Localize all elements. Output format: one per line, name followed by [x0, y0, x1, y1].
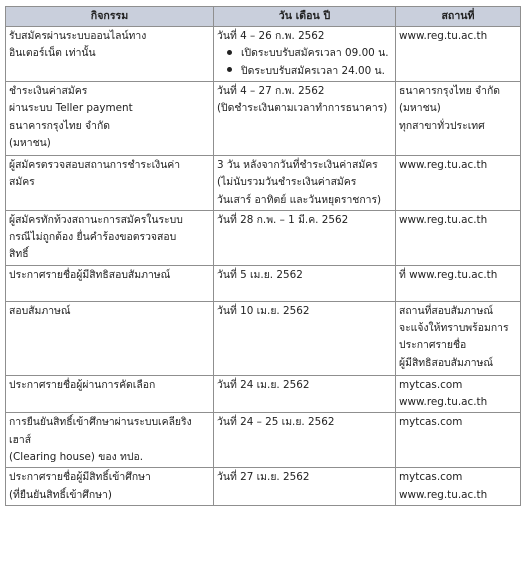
activity-cell-line: ประกาศรายชื่อผู้ผ่านการคัดเลือก [9, 378, 156, 391]
place-cell-line: ธนาคารกรุงไทย จำกัด [399, 85, 501, 97]
activity-cell-line: (Clearing house) ของ ทปอ. [9, 451, 143, 464]
place-cell-line: www.reg.tu.ac.th [399, 159, 488, 171]
place-cell-line: www.reg.tu.ac.th [399, 213, 488, 226]
activity-cell [6, 301, 214, 375]
place-cell-line: www.reg.tu.ac.th [399, 30, 488, 42]
date-cell-line: 3 วัน หลังจากวันที่ชำระเงินค่าสมัคร [217, 159, 378, 171]
date-cell-line: วันเสาร์ อาทิตย์ และวันหยุดราชการ) [217, 193, 382, 206]
activity-cell-line: ผู้สมัครตรวจสอบสถานการชำระเงินค่า [9, 159, 181, 171]
place-cell-line: ทุกสาขาทั่วประเทศ [399, 119, 485, 132]
activity-cell-line: ผ่านระบบ Teller payment [9, 102, 133, 115]
header-place: สถานที่ [396, 7, 521, 27]
activity-cell-line: กรณีไม่ถูกต้อง ยื่นคำร้องขอตรวจสอบ [9, 231, 177, 244]
activity-cell [6, 156, 214, 211]
date-cell-line: วันที่ 4 – 27 ก.พ. 2562 [217, 85, 325, 97]
activity-cell-line: ผู้สมัครทักท้วงสถานะการสมัครในระบบ [9, 213, 183, 226]
date-cell [214, 468, 396, 506]
date-cell [214, 375, 396, 413]
table-row [6, 82, 521, 156]
place-cell [396, 210, 521, 265]
header-date: วัน เดือน ปี [214, 7, 396, 27]
date-cell-line: วันที่ 27 เม.ย. 2562 [217, 471, 310, 484]
activity-cell [6, 468, 214, 506]
date-cell [214, 301, 396, 375]
time-bullet-list [217, 45, 392, 80]
activity-cell-line: ประกาศรายชื่อผู้มีสิทธิ์เข้าศึกษา [9, 471, 151, 484]
activity-cell [6, 375, 214, 413]
place-cell-line: www.reg.tu.ac.th [399, 488, 488, 501]
activity-cell-line: (มหาชน) [9, 136, 51, 149]
table-row [6, 301, 521, 375]
place-cell-line: สถานที่สอบสัมภาษณ์ [399, 304, 493, 317]
date-cell-line: (ไม่นับรวมวันชำระเงินค่าสมัคร [217, 176, 357, 189]
date-cell [214, 210, 396, 265]
place-cell [396, 27, 521, 82]
activity-cell-line: ธนาคารกรุงไทย จำกัด [9, 119, 111, 132]
activity-cell [6, 413, 214, 468]
activity-cell [6, 27, 214, 82]
table-row [6, 468, 521, 506]
activity-cell-line: สอบสัมภาษณ์ [9, 304, 71, 317]
date-cell-line: (ปิดชำระเงินตามเวลาทำการธนาคาร) [217, 102, 388, 115]
place-cell-line: mytcas.com [399, 416, 463, 429]
bullet-dot-icon [227, 50, 232, 55]
place-cell [396, 468, 521, 506]
bullet-text: ปิดระบบรับสมัครเวลา 24.00 น. [241, 64, 385, 77]
place-cell [396, 82, 521, 156]
place-cell [396, 156, 521, 211]
table-row [6, 210, 521, 265]
activity-cell-line: อินเตอร์เน็ต เท่านั้น [9, 47, 96, 60]
activity-cell [6, 210, 214, 265]
table-row [6, 413, 521, 468]
activity-cell [6, 265, 214, 301]
date-cell-line: วันที่ 5 เม.ย. 2562 [217, 268, 303, 281]
date-cell-line: วันที่ 28 ก.พ. – 1 มี.ค. 2562 [217, 213, 349, 226]
place-cell [396, 265, 521, 301]
bullet-dot-icon [227, 67, 232, 72]
table-row [6, 265, 521, 301]
date-cell [214, 156, 396, 211]
date-cell-line: วันที่ 24 เม.ย. 2562 [217, 378, 310, 391]
table-row [6, 156, 521, 211]
place-cell [396, 375, 521, 413]
table-row [6, 375, 521, 413]
place-cell-line: จะแจ้งให้ทราบพร้อมการ [399, 322, 509, 335]
date-cell [214, 265, 396, 301]
date-cell-line: วันที่ 10 เม.ย. 2562 [217, 304, 310, 317]
bullet-item [227, 45, 392, 62]
bullet-item [227, 63, 392, 80]
place-cell-line: ประกาศรายชื่อ [399, 339, 467, 352]
activity-cell-line: เฮาส์ [9, 433, 32, 446]
bullet-text: เปิดระบบรับสมัครเวลา 09.00 น. [241, 47, 389, 60]
activity-cell-line: รับสมัครผ่านระบบออนไลน์ทาง [9, 30, 147, 42]
activity-cell [6, 82, 214, 156]
activity-cell-line: ประกาศรายชื่อผู้มีสิทธิสอบสัมภาษณ์ [9, 268, 171, 281]
place-cell-line: mytcas.com [399, 378, 463, 391]
header-activity: กิจกรรม [6, 7, 214, 27]
activity-cell-line: ชำระเงินค่าสมัคร [9, 85, 88, 97]
activity-cell-line: การยืนยันสิทธิ์เข้าศึกษาผ่านระบบเคลียริง [9, 416, 192, 429]
activity-cell-line: สิทธิ์ [9, 248, 29, 261]
activity-cell-line: (ที่ยืนยันสิทธิ์เข้าศึกษา) [9, 488, 112, 501]
place-cell-line: ผู้มีสิทธิสอบสัมภาษณ์ [399, 356, 494, 369]
schedule-table-wrapper [5, 6, 520, 506]
place-cell-line: mytcas.com [399, 471, 463, 484]
place-cell [396, 413, 521, 468]
date-cell [214, 82, 396, 156]
table-header [6, 7, 521, 27]
date-cell [214, 413, 396, 468]
date-cell [214, 27, 396, 82]
header-row [6, 7, 521, 27]
schedule-table [5, 6, 521, 506]
place-cell-line: (มหาชน) [399, 102, 441, 115]
date-cell-line: วันที่ 24 – 25 เม.ย. 2562 [217, 416, 335, 429]
table-body [6, 27, 521, 506]
place-cell-line: ที่ www.reg.tu.ac.th [399, 268, 498, 281]
place-cell-line: www.reg.tu.ac.th [399, 396, 488, 409]
activity-cell-line: สมัคร [9, 176, 35, 189]
place-cell [396, 301, 521, 375]
table-row [6, 27, 521, 82]
date-cell-line: วันที่ 4 – 26 ก.พ. 2562 [217, 30, 325, 42]
